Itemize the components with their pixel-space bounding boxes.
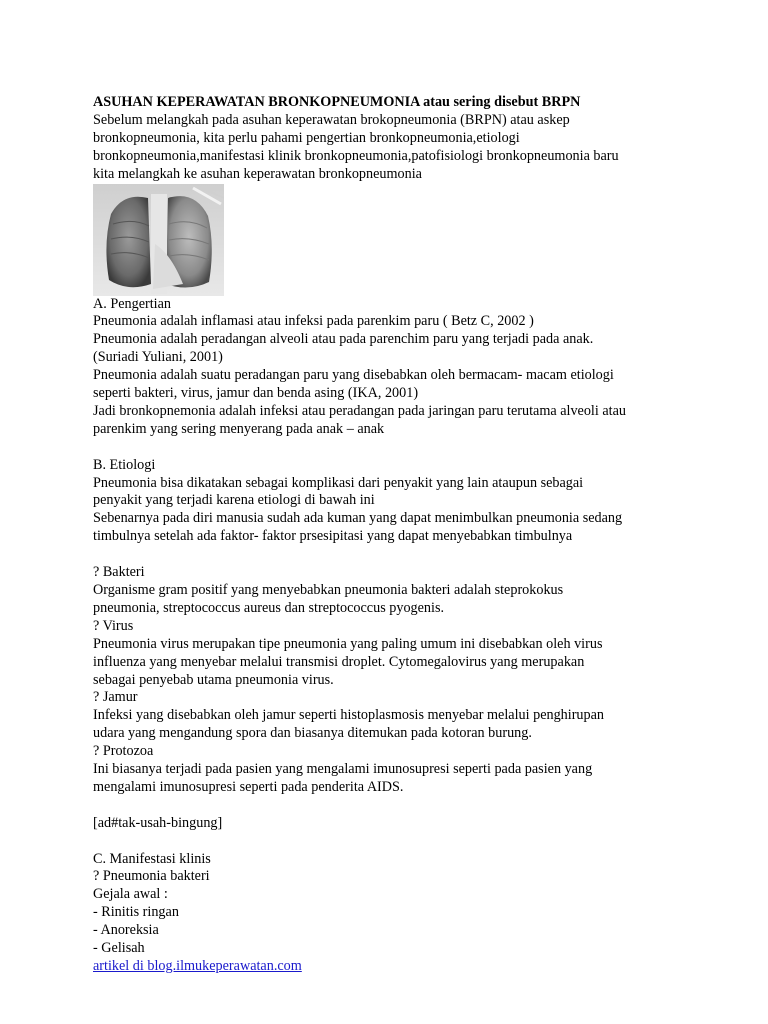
- text-line: Organisme gram positif yang menyebabkan pneumonia bakteri adalah steprokokus: [93, 582, 564, 598]
- text-line: mengalami imunosupresi seperti pada penderita AIDS.: [93, 778, 404, 795]
- section-manifestasi: [93, 851, 693, 958]
- list-item: ? Virus: [93, 617, 134, 634]
- list-item: ? Jamur: [93, 689, 138, 706]
- text-line: Pneumonia bisa dikatakan sebagai komplikasi dari penyakit yang lain ataupun sebagai: [93, 474, 584, 491]
- blog-link[interactable]: artikel di blog.ilmukeperawatan.com: [93, 958, 302, 974]
- text-line: Pneumonia adalah suatu peradangan paru yang disebabkan oleh bermacam- macam etiologi: [93, 367, 614, 384]
- text-line: Pneumonia adalah inflamasi atau infeksi pada parenkim paru ( Betz C, 2002 ): [93, 313, 534, 330]
- section-heading: A. Pengertian: [93, 295, 172, 312]
- list-item: ? Protozoa: [93, 743, 154, 760]
- intro-line: Sebelum melangkah pada asuhan keperawatan brokopneumonia (BRPN) atau askep: [93, 111, 570, 128]
- document-body: [93, 94, 693, 976]
- text-line: influenza yang menyebar melalui transmisi droplet. Cytomegalovirus yang merupakan: [93, 653, 585, 670]
- section-etiologi: [93, 457, 693, 547]
- text-line: pneumonia, streptococcus aureus dan streptococcus pyogenis.: [93, 599, 445, 616]
- spacer: [93, 546, 693, 564]
- intro-line: kita melangkah ke asuhan keperawatan bronkopneumonia: [93, 165, 422, 182]
- text-line: Sebenarnya pada diri manusia sudah ada kuman yang dapat menimbulkan pneumonia sedang: [93, 510, 623, 527]
- intro-line: bronkopneumonia, kita perlu pahami pengertian bronkopneumonia,etiologi: [93, 129, 520, 146]
- spacer: [93, 439, 693, 457]
- spacer: [93, 797, 693, 815]
- text-line: Pneumonia virus merupakan tipe pneumonia yang paling umum ini disebabkan oleh virus: [93, 635, 603, 652]
- list-item: - Gelisah: [93, 940, 145, 957]
- text-line: parenkim yang sering menyerang pada anak – anak: [93, 420, 385, 437]
- intro-line: bronkopneumonia,manifestasi klinik bronkopneumonia,patofisiologi bronkopneumonia baru: [93, 147, 619, 164]
- text-line: (Suriadi Yuliani, 2001): [93, 349, 223, 366]
- list-item: - Anoreksia: [93, 922, 159, 939]
- spacer: [93, 833, 693, 851]
- text-line: Ini biasanya terjadi pada pasien yang mengalami imunosupresi seperti pada pasien yang: [93, 761, 593, 778]
- text-line: Gejala awal :: [93, 886, 168, 903]
- text-line: penyakit yang terjadi karena etiologi di bawah ini: [93, 492, 375, 509]
- section-heading: B. Etiologi: [93, 456, 156, 473]
- text-line: seperti bakteri, virus, jamur dan benda asing (IKA, 2001): [93, 385, 419, 402]
- intro-paragraph: [93, 112, 693, 184]
- text-line: sebagai penyebab utama pneumonia virus.: [93, 671, 334, 688]
- text-line: Pneumonia adalah peradangan alveoli atau pada parenchim paru yang terjadi pada anak.: [93, 331, 594, 348]
- text-line: timbulnya setelah ada faktor- faktor prsesipitasi yang dapat menyebabkan timbulnya: [93, 528, 573, 545]
- section-heading: C. Manifestasi klinis: [93, 850, 211, 867]
- list-item: ? Pneumonia bakteri: [93, 868, 210, 885]
- etiology-list: [93, 564, 693, 797]
- list-item: ? Bakteri: [93, 564, 145, 581]
- chest-xray-image: [93, 184, 224, 296]
- list-item: - Rinitis ringan: [93, 904, 179, 921]
- ad-tag: [ad#tak-usah-bingung]: [93, 814, 223, 831]
- section-pengertian: [93, 296, 693, 439]
- text-line: udara yang mengandung spora dan biasanya ditemukan pada kotoran burung.: [93, 725, 532, 742]
- text-line: Infeksi yang disebabkan oleh jamur seperti histoplasmosis menyebar melalui penghirupan: [93, 707, 605, 724]
- document-title: ASUHAN KEPERAWATAN BRONKOPNEUMONIA atau sering disebut BRPN: [93, 94, 581, 110]
- text-line: Jadi bronkopnemonia adalah infeksi atau peradangan pada jaringan paru terutama alveoli atau: [93, 402, 626, 419]
